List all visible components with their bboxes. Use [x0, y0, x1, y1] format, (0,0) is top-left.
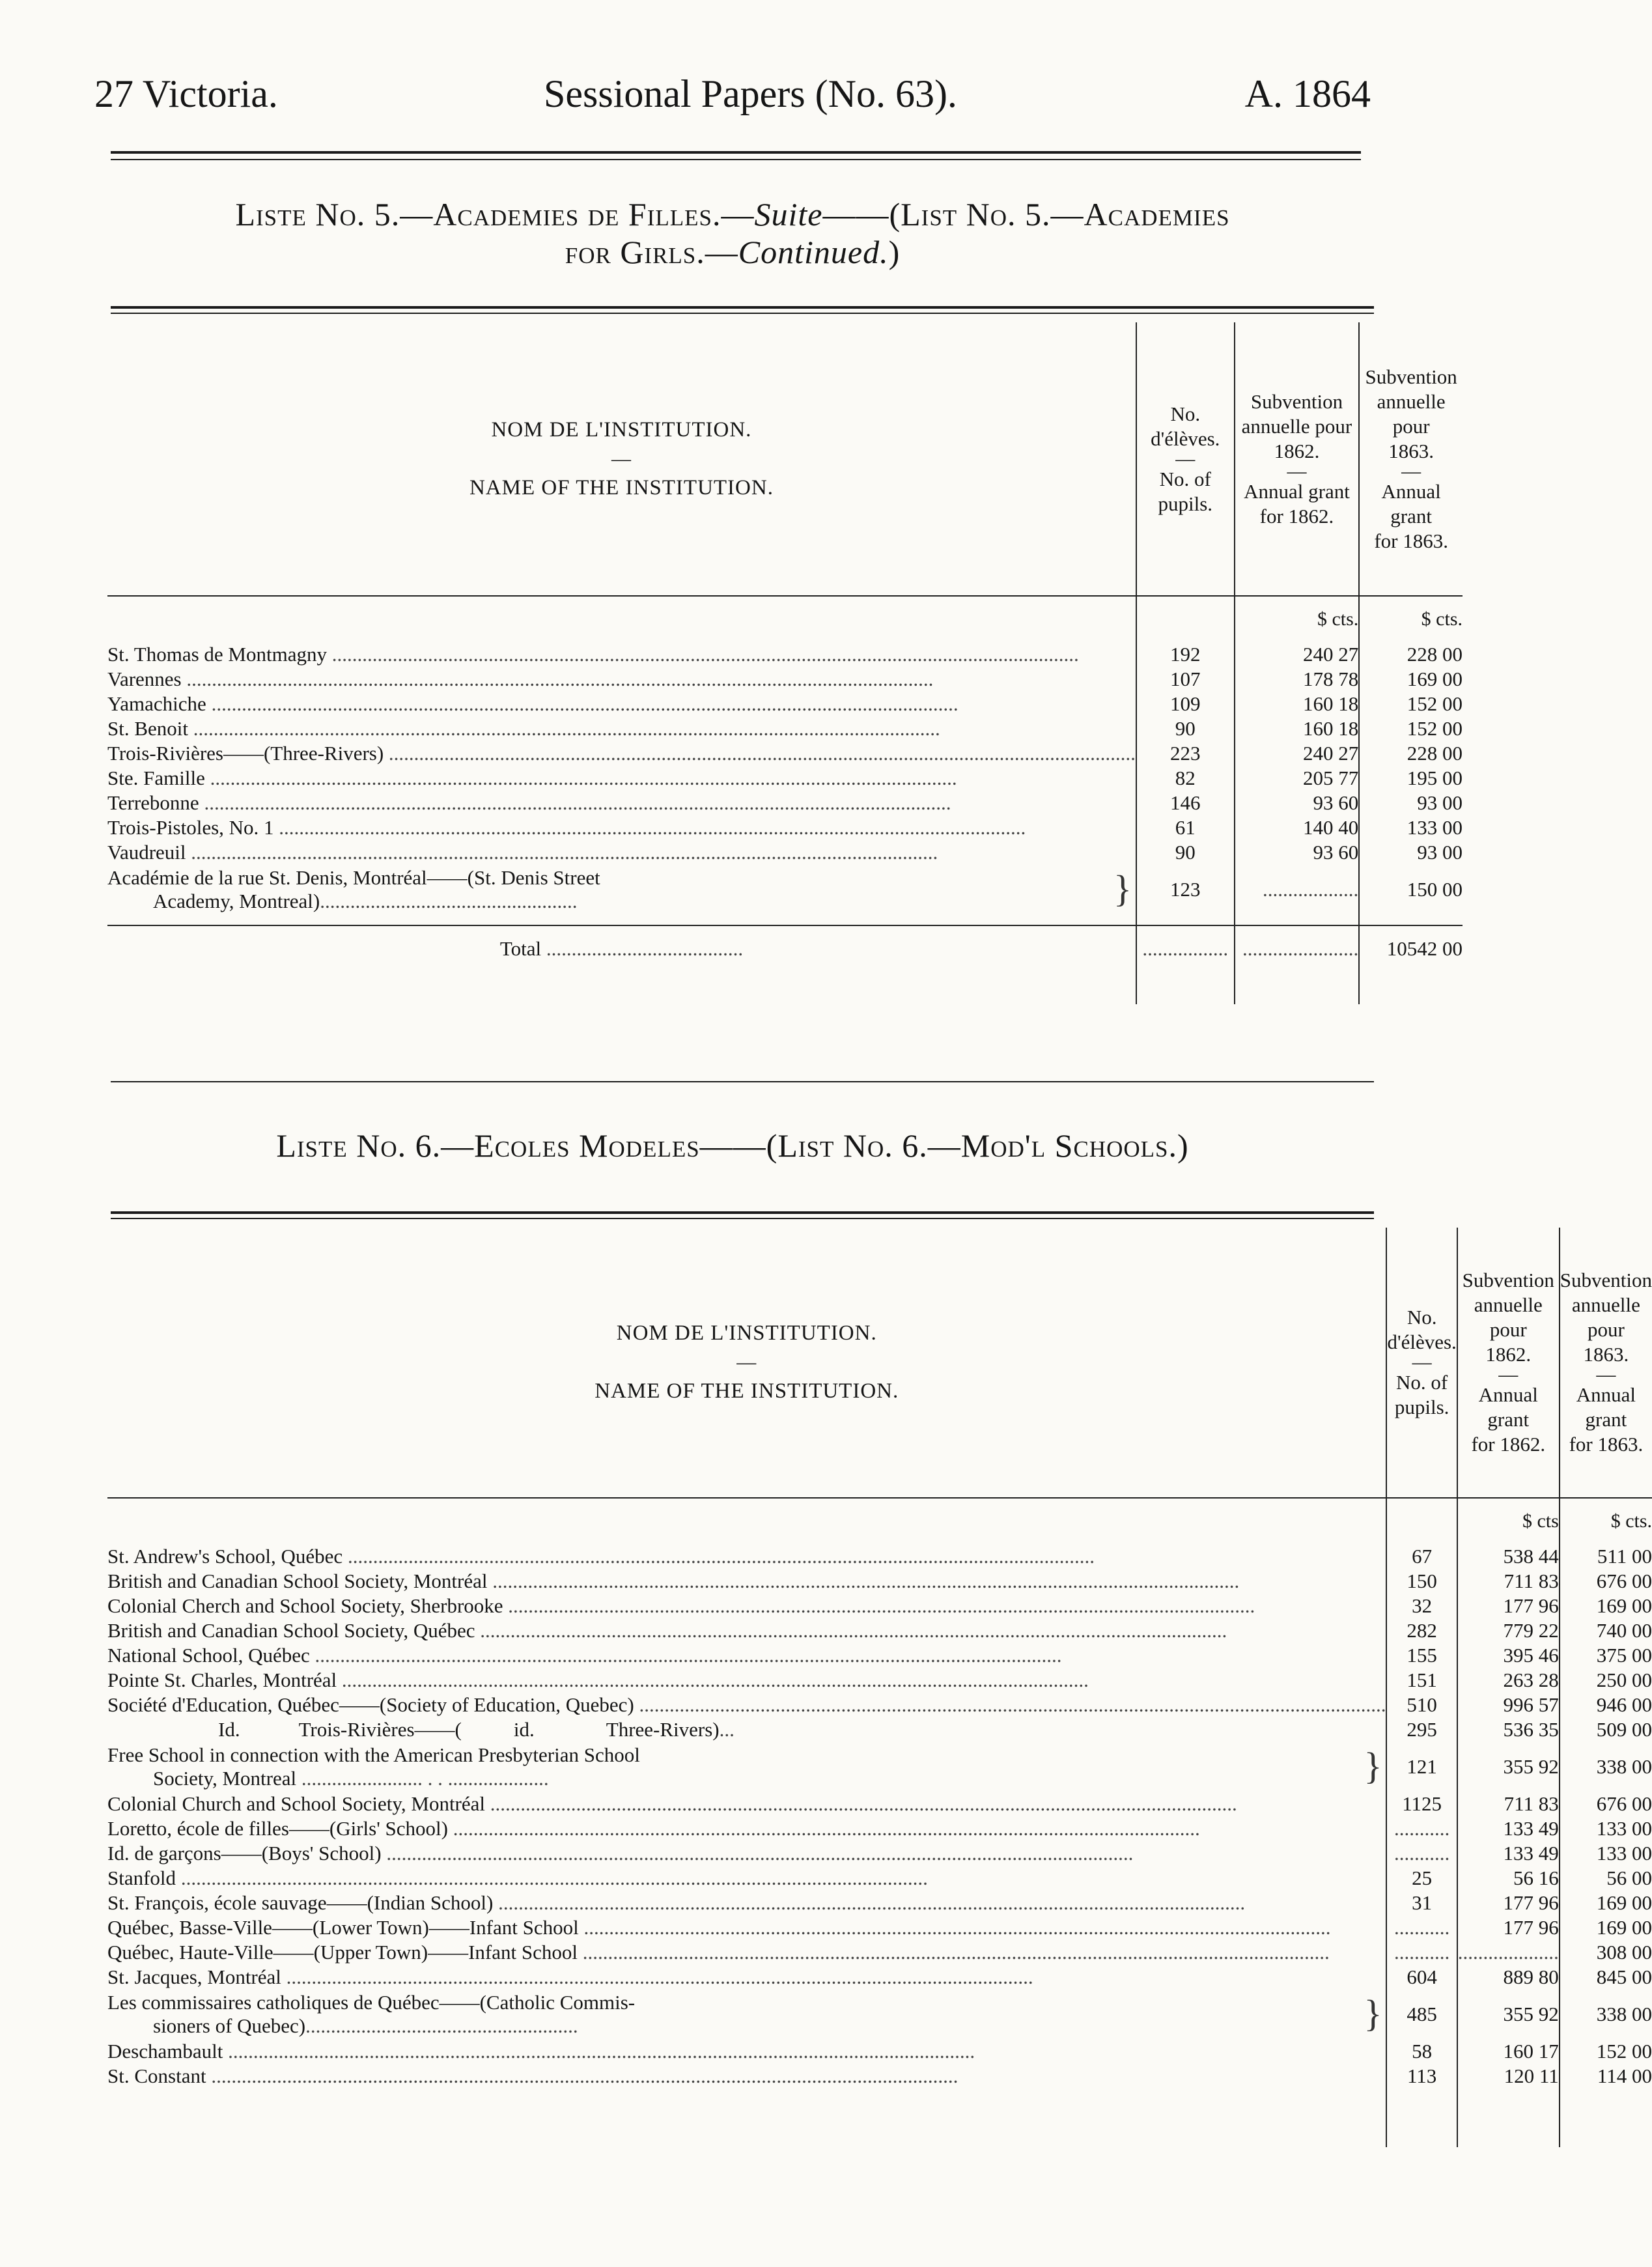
list5-rows-g1862: 93 60	[1313, 791, 1359, 814]
list5-rows-g1862: 140 40	[1303, 816, 1359, 839]
list6-rows_b-row: St. Jacques, Montréal .................................................................................................................................................... 604 889 80 845 00	[107, 1965, 1652, 1988]
list5-rows-pupils: 109	[1170, 692, 1201, 715]
list6-col-grant1863-header: Subvention annuelle pour 1863. — Annual grant for 1863.	[1560, 1269, 1652, 1456]
academie-line1: Académie de la rue St. Denis, Montréal——(St. Denis Street	[107, 866, 600, 889]
list5-rows-g1863: 93 00	[1417, 791, 1463, 814]
list6-rows_a-row: British and Canadian School Society, Montréal .................................................................................................................................................... 150 711 83 676 00	[107, 1570, 1652, 1592]
list6-rows_b-g1863: 133 00	[1596, 1817, 1652, 1840]
academie-pupils: 123	[1136, 865, 1235, 914]
list5-units-row	[107, 596, 1463, 642]
list6-rows_a-pupils: 67	[1412, 1545, 1433, 1568]
list6-rows_a-row: Pointe St. Charles, Montréal .................................................................................................................................................... 151 263 28 250 00	[107, 1669, 1652, 1691]
list6-rows_b-pupils: 31	[1412, 1891, 1433, 1914]
list5-rows-name: St. Thomas de Montmagny	[107, 643, 327, 666]
list6-rows_b-row: St. François, école sauvage——(Indian School) .................................................................................................................................................... 31 177 96 169 00	[107, 1891, 1652, 1914]
list6-rows_a-name: Pointe St. Charles, Montréal	[107, 1669, 337, 1691]
list5-rows-pupils: 107	[1170, 668, 1201, 690]
list6-rows_b-g1863: 169 00	[1596, 1916, 1652, 1939]
list5-rule-thin	[111, 313, 1374, 314]
commissaires-line2: sioners of Quebec)	[153, 2014, 306, 2037]
list6-rows_c-row: Deschambault .................................................................................................................................................... 58 160 17 152 00	[107, 2040, 1652, 2063]
list6-rows_b-row: Québec, Haute-Ville——(Upper Town)——Infant School .................................................................................................................................................... ........... .................... 308 00	[107, 1941, 1652, 1964]
list6-rows_a-pupils: 150	[1407, 1570, 1437, 1592]
list6-rows_a-g1862: 263 28	[1503, 1669, 1559, 1691]
list5-rows-g1863: 152 00	[1407, 717, 1463, 740]
list6-rows_a-name: Colonial Cherch and School Society, Sherbrooke	[107, 1594, 503, 1617]
list5-rule-thick	[111, 306, 1374, 309]
list5-rows-name: Trois-Pistoles, No. 1	[107, 816, 274, 839]
list6-rows_b-row: Québec, Basse-Ville——(Lower Town)——Infant School .................................................................................................................................................... ........... 177 96 169 00	[107, 1916, 1652, 1939]
list6-rows_b-row: Loretto, école de filles——(Girls' School) .................................................................................................................................................... ........... 133 49 133 00	[107, 1817, 1652, 1840]
list6-rows_c-g1862: 160 17	[1503, 2040, 1559, 2063]
list6-rows_b-pupils: 604	[1407, 1965, 1437, 1988]
list6-rows_a-pupils: 155	[1407, 1644, 1437, 1667]
list6-title: Liste No. 6.—Ecoles Modeles——(List No. 6.—Mod'l Schools.)	[276, 1127, 1189, 1164]
list5-col-name-header: NOM DE L'INSTITUTION. — NAME OF THE INSTITUTION.	[107, 322, 1136, 596]
list6-rows_a-pupils: 32	[1412, 1594, 1433, 1617]
list6-rows_a-g1863: 250 00	[1596, 1669, 1652, 1691]
list6-rows_c-g1863: 152 00	[1596, 2040, 1652, 2063]
list6-row-free-school: } Free School in connection with the American Presbyterian School Society, Montreal ........................ . . .................... 121 355 92 338 00	[107, 1742, 1652, 1792]
list5-rows-g1862: 93 60	[1313, 841, 1359, 864]
list6-rows_c-name: St. Constant	[107, 2064, 206, 2087]
list6-rows_a-row: National School, Québec .................................................................................................................................................... 155 395 46 375 00	[107, 1644, 1652, 1667]
list5-rows-g1863: 133 00	[1407, 816, 1463, 839]
list6-col-name-header: NOM DE L'INSTITUTION. — NAME OF THE INSTITUTION.	[107, 1228, 1386, 1498]
list5-rows-g1863: 228 00	[1407, 742, 1463, 765]
list6-rows_c-row: St. Constant .................................................................................................................................................... 113 120 11 114 00	[107, 2064, 1652, 2087]
list5-rows-pupils: 223	[1170, 742, 1201, 765]
academie-grant1863: 150 00	[1407, 878, 1463, 901]
list6-rows_a-g1862: 996 57	[1503, 1693, 1559, 1716]
brace-icon: }	[1364, 1992, 1382, 2035]
list5-rows-g1863: 228 00	[1407, 643, 1463, 666]
list5-rows-row: St. Thomas de Montmagny .................................................................................................................................................... 192 240 27 228 00	[107, 643, 1463, 666]
list5-rows-g1863: 195 00	[1407, 767, 1463, 789]
commissaires-line1: Les commissaires catholiques de Québec——(Catholic Commis-	[107, 1991, 636, 2014]
list5-rows-name: Trois-Rivières——(Three-Rivers)	[107, 742, 384, 765]
list6-rows_b-row: Id. de garçons——(Boys' School) .................................................................................................................................................... ........... 133 49 133 00	[107, 1842, 1652, 1865]
list6-rows_a-g1863: 740 00	[1596, 1619, 1652, 1642]
page-header	[94, 72, 1371, 124]
list6-rows_b-name: Loretto, école de filles——(Girls' School)	[107, 1817, 448, 1840]
list6-rows_c-g1863: 114 00	[1597, 2064, 1652, 2087]
list5-rows-pupils: 146	[1170, 791, 1201, 814]
list6-rows_b-g1863: 676 00	[1596, 1792, 1652, 1815]
list5-rows-g1862: 178 78	[1303, 668, 1359, 690]
list6-rows_a-g1863: 511 00	[1597, 1545, 1652, 1568]
list6-rows_a-g1862: 711 83	[1504, 1570, 1559, 1592]
list5-rows-g1862: 205 77	[1303, 767, 1359, 789]
list5-rows-name: Yamachiche	[107, 692, 206, 715]
list6-row-id-trois-rivieres: Id. Trois-Rivières——( id. Three-Rivers)... 295 536 35 509 00	[107, 1717, 1652, 1742]
header-sessional-papers: Sessional Papers (No. 63).	[544, 72, 957, 115]
list6-rows_a-pupils: 151	[1407, 1669, 1437, 1691]
list6-rows_c-pupils: 58	[1412, 2040, 1433, 2063]
list6-rows_b-g1862: 133 49	[1503, 1817, 1559, 1840]
list6-rows_a-row: Société d'Education, Québec——(Society of Education, Quebec) .................................................................................................................................................... 510 996 57 946 00	[107, 1693, 1652, 1716]
list6-rows_b-g1863: 169 00	[1596, 1891, 1652, 1914]
list6-header-row	[107, 1228, 1652, 1498]
list6-rows_a-name: National School, Québec	[107, 1644, 310, 1667]
list5-rows-pupils: 192	[1170, 643, 1201, 666]
list5-rows-g1862: 240 27	[1303, 742, 1359, 765]
list6-rows_b-row: Stanfold .................................................................................................................................................... 25 56 16 56 00	[107, 1866, 1652, 1889]
list6-rows_b-g1863: 56 00	[1606, 1866, 1652, 1889]
list6-rows_a-g1862: 779 22	[1503, 1619, 1559, 1642]
list6-rows_a-name: British and Canadian School Society, Québec	[107, 1619, 475, 1642]
list5-rows-pupils: 61	[1175, 816, 1196, 839]
list6-rows_a-g1863: 169 00	[1596, 1594, 1652, 1617]
list6-rows_b-row: Colonial Church and School Society, Montréal .................................................................................................................................................... 1125 711 83 676 00	[107, 1792, 1652, 1815]
list5-rows-g1862: 240 27	[1303, 643, 1359, 666]
list6-units-row	[107, 1498, 1652, 1544]
list6-row-commissaires: } Les commissaires catholiques de Québec——(Catholic Commis- sioners of Quebec)...................................................... 485 355 92 338 00	[107, 1990, 1652, 2039]
list5-rows-pupils: 90	[1175, 841, 1196, 864]
list5-col-grant1863-header: Subvention annuelle pour 1863. — Annual grant for 1863.	[1365, 365, 1457, 552]
header-rule-thin	[111, 159, 1361, 160]
list5-rows-g1862: 160 18	[1303, 717, 1359, 740]
header-year: A. 1864	[1244, 72, 1371, 115]
list6-rows_b-name: St. Jacques, Montréal	[107, 1965, 281, 1988]
list5-unit-1862: $ cts.	[1235, 596, 1360, 642]
list5-rows-row: Trois-Pistoles, No. 1 .................................................................................................................................................... 61 140 40 133 00	[107, 816, 1463, 839]
list5-rows-row: Yamachiche .................................................................................................................................................... 109 160 18 152 00	[107, 692, 1463, 715]
list6-rows_c-name: Deschambault	[107, 2040, 223, 2063]
list5-rows-name: Ste. Famille	[107, 767, 205, 789]
list5-rows-name: Vaudreuil	[107, 841, 186, 864]
list5-rows-name: Terrebonne	[107, 791, 199, 814]
header-rule-thick	[111, 151, 1361, 154]
free-school-line1: Free School in connection with the American Presbyterian School	[107, 1743, 640, 1766]
academie-line2: Academy, Montreal)	[153, 890, 320, 912]
list5-rows-row: St. Benoit .................................................................................................................................................... 90 160 18 152 00	[107, 717, 1463, 740]
free-school-line2: Society, Montreal	[153, 1767, 297, 1790]
list6-rows_b-g1862: 177 96	[1503, 1916, 1559, 1939]
list6-rows_a-g1863: 946 00	[1596, 1693, 1652, 1716]
list6-rule-thin	[111, 1218, 1374, 1219]
brace-icon: }	[1364, 1745, 1382, 1787]
list6-rows_b-g1863: 845 00	[1596, 1965, 1652, 1988]
list6-rows_b-pupils: 25	[1412, 1866, 1433, 1889]
list6-rows_a-name: British and Canadian School Society, Montréal	[107, 1570, 488, 1592]
list6-rows_a-name: St. Andrew's School, Québec	[107, 1545, 343, 1568]
list5-rows-row: Ste. Famille .................................................................................................................................................... 82 205 77 195 00	[107, 767, 1463, 789]
list6-rows_a-name: Société d'Education, Québec——(Society of Education, Quebec)	[107, 1693, 634, 1716]
list5-col-pupils-header: No. d'élèves. — No. of pupils.	[1136, 322, 1235, 596]
list6-rows_b-name: St. François, école sauvage——(Indian School)	[107, 1891, 494, 1914]
list6-rows_a-row: British and Canadian School Society, Québec .................................................................................................................................................... 282 779 22 740 00	[107, 1619, 1652, 1642]
list5-rows-pupils: 82	[1175, 767, 1196, 789]
list6-rows_b-name: Québec, Basse-Ville——(Lower Town)——Infant School	[107, 1916, 579, 1939]
list6-rows_b-name: Québec, Haute-Ville——(Upper Town)——Infant School	[107, 1941, 578, 1964]
list5-rows-row: Terrebonne .................................................................................................................................................... 146 93 60 93 00	[107, 791, 1463, 814]
list5-rows-row: Varennes .................................................................................................................................................... 107 178 78 169 00	[107, 668, 1463, 690]
list6-unit-1863: $ cts.	[1560, 1498, 1652, 1544]
list6-rows_b-g1863: 308 00	[1596, 1941, 1652, 1964]
list5-unit-1863: $ cts.	[1359, 596, 1463, 642]
list6-rows_a-row: Colonial Cherch and School Society, Sherbrooke .................................................................................................................................................... 32 177 96 169 00	[107, 1594, 1652, 1617]
list6-col-pupils-header: No. d'élèves. — No. of pupils.	[1386, 1228, 1457, 1498]
list5-title-line2: for Girls.—Continued.)	[565, 234, 901, 270]
list5-rows-row: Vaudreuil .................................................................................................................................................... 90 93 60 93 00	[107, 841, 1463, 864]
list5-total-row: Total ....................................... ................. ....................... 10542 00	[107, 925, 1463, 972]
list6-rows_a-g1863: 375 00	[1596, 1644, 1652, 1667]
list6-rows_b-g1862: 133 49	[1503, 1842, 1559, 1865]
list6-col-grant1862-header: Subvention annuelle pour 1862. — Annual grant for 1862.	[1457, 1228, 1560, 1498]
list6-rows_b-g1862: 177 96	[1503, 1891, 1559, 1914]
list5-row-academie: } Académie de la rue St. Denis, Montréal——(St. Denis Street Academy, Montreal)................................................... 123 ................... 150 00	[107, 865, 1463, 914]
list6-rows_b-g1862: 889 80	[1503, 1965, 1559, 1988]
list5-rows-row: Trois-Rivières——(Three-Rivers) .................................................................................................................................................... 223 240 27 228 00	[107, 742, 1463, 765]
list6-rows_b-name: Id. de garçons——(Boys' School)	[107, 1842, 382, 1865]
list5-total-label: Total	[499, 937, 542, 960]
list5-rows-name: Varennes	[107, 668, 182, 690]
list6-rows_a-g1863: 676 00	[1596, 1570, 1652, 1592]
brace-icon: }	[1113, 867, 1132, 910]
list6-rows_a-g1862: 395 46	[1503, 1644, 1559, 1667]
list5-rows-pupils: 90	[1175, 717, 1196, 740]
list5-header-row	[107, 322, 1463, 596]
list6-rows_b-g1862: 711 83	[1504, 1792, 1559, 1815]
list5-bottom-rule	[111, 1081, 1374, 1082]
list6-table	[107, 1228, 1652, 2147]
list6-rows_b-g1862: 56 16	[1513, 1866, 1559, 1889]
list6-rows_a-pupils: 282	[1407, 1619, 1437, 1642]
list6-rows_c-g1862: 120 11	[1504, 2064, 1559, 2087]
list6-rule-thick	[111, 1211, 1374, 1214]
list5-rows-name: St. Benoit	[107, 717, 189, 740]
list6-rows_b-name: Stanfold	[107, 1866, 176, 1889]
list5-rows-g1862: 160 18	[1303, 692, 1359, 715]
list6-rows_b-pupils: 1125	[1402, 1792, 1442, 1815]
list6-rows_b-name: Colonial Church and School Society, Montréal	[107, 1792, 486, 1815]
list5-rows-g1863: 169 00	[1407, 668, 1463, 690]
list6-rows_a-row: St. Andrew's School, Québec .................................................................................................................................................... 67 538 44 511 00	[107, 1545, 1652, 1568]
list6-rows_c-pupils: 113	[1407, 2064, 1437, 2087]
list5-total-1863: 10542 00	[1359, 925, 1463, 972]
list5-rows-g1863: 152 00	[1407, 692, 1463, 715]
list5-rows-g1863: 93 00	[1417, 841, 1463, 864]
header-regnal-year: 27 Victoria.	[94, 72, 278, 115]
list5-title	[94, 195, 1371, 271]
list6-rows_a-g1862: 177 96	[1503, 1594, 1559, 1617]
list5-table	[107, 322, 1463, 1004]
list6-rows_a-g1862: 538 44	[1503, 1545, 1559, 1568]
list6-rows_b-g1863: 133 00	[1596, 1842, 1652, 1865]
list5-title-line1: Liste No. 5.—Academies de Filles.—Suite——(List No. 5.—Academies	[235, 196, 1230, 232]
list5-col-grant1862-header: Subvention annuelle pour 1862. — Annual grant for 1862.	[1235, 322, 1360, 596]
list6-unit-1862: $ cts	[1457, 1498, 1560, 1544]
list6-rows_a-pupils: 510	[1407, 1693, 1437, 1716]
